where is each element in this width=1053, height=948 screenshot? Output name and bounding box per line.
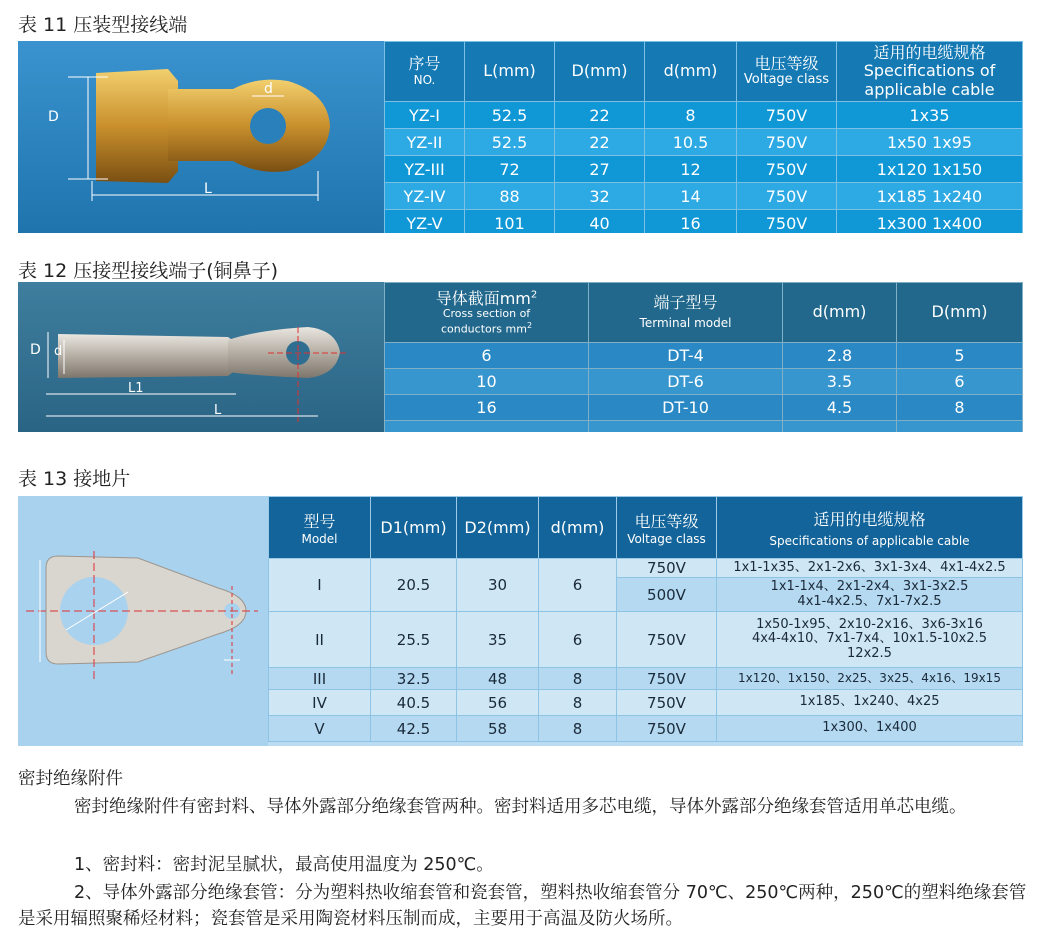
section-heading: 密封绝缘附件 [18,769,123,789]
table-13-title: 表 13 接地片 [18,468,131,490]
paragraph-sealant: 1、密封料：密封泥呈腻状，最高使用温度为 250℃。 [74,855,494,875]
paragraph-sleeve: 2、导体外露部分绝缘套管：分为塑料热收缩套管和瓷套管，塑料热收缩套管分 70℃、250℃两种，250℃的塑料绝缘套管是采用辐照聚稀烃材料；瓷套管是采用陶瓷材料压制而成，主要用于高温及防火场所。 [18,883,1027,929]
header-spec: 适用的电缆规格 Specifications of applicable cable [837,42,1023,102]
table-row: I 20.5 30 6 750V 1x1-1x35、2x1-2x6、3x1-3x4、4x1-4x2.5 [269,559,1023,578]
table-row: YZ-III 72 27 12 750V 1x120 1x150 [385,156,1023,183]
table-11-panel [18,41,1023,233]
header-D1: D1(mm) [371,497,457,559]
table-row: III 32.5 48 8 750V 1x120、1x150、2x25、3x25、4x16、19x15 [269,668,1023,690]
table-11 [384,41,1023,233]
header-D: D(mm) [897,283,1023,343]
header-d: d(mm) [783,283,897,343]
table-row: 500V 1x1-1x4、2x1-2x4、3x1-3x2.5 4x1-4x2.5、7x1-7x2.5 [269,578,1023,612]
grounding-lug-diagram [18,496,268,746]
table-12-panel [18,282,1023,432]
dimension-L-label: L [204,181,212,197]
dimension-d-label: d [264,81,273,97]
header-D: D(mm) [555,42,645,102]
header-L: L(mm) [465,42,555,102]
header-terminal-model: 端子型号 Terminal model [589,283,783,343]
table-row-clipped [385,421,1023,433]
header-cross-section: 导体截面$mm^2$ Cross section of conductors $mm^2$ [385,283,589,343]
table-row: 10 DT-6 3.5 6 [385,369,1023,395]
table-11-title: 表 11 压装型接线端 [18,14,188,36]
header-voltage: 电压等级 Voltage class [737,42,837,102]
compression-lug-photo [18,41,384,233]
header-no: 序号 NO. [385,42,465,102]
table-row: YZ-II 52.5 22 10.5 750V 1x50 1x95 [385,129,1023,156]
header-d: d(mm) [645,42,737,102]
header-D2: D2(mm) [457,497,539,559]
table-row: YZ-I 52.5 22 8 750V 1x35 [385,102,1023,129]
header-model: 型号 Model [269,497,371,559]
table-row: V 42.5 58 8 750V 1x300、1x400 [269,716,1023,742]
paragraph-intro: 密封绝缘附件有密封料、导体外露部分绝缘套管两种。密封料适用多芯电缆，导体外露部分绝缘套管适用单芯电缆。 [74,797,967,817]
header-voltage: 电压等级 Voltage class [617,497,717,559]
dimension-L-label: L [214,403,222,418]
table-12-title: 表 12 压接型接线端子(铜鼻子) [18,260,279,282]
table-row: 16 DT-10 4.5 8 [385,395,1023,421]
table-row: IV 40.5 56 8 750V 1x185、1x240、4x25 [269,690,1023,716]
table-row: 6 DT-4 2.8 5 [385,343,1023,369]
dimension-D-label: D [30,342,41,358]
table-13 [268,496,1023,742]
table-row: YZ-V 101 40 16 750V 1x300 1x400 [385,210,1023,234]
dimension-D-label: D [48,109,59,125]
table-12 [384,282,1023,432]
header-spec: 适用的电缆规格 Specifications of applicable cable [717,497,1023,559]
copper-lug-photo [18,282,384,432]
dimension-L1-label: L1 [128,381,144,396]
table-13-panel [18,496,1023,746]
dimension-d-label: d [54,344,63,359]
table-row: YZ-IV 88 32 14 750V 1x185 1x240 [385,183,1023,210]
header-d: d(mm) [539,497,617,559]
table-row: II 25.5 35 6 750V 1x50-1x95、2x10-2x16、3x6-3x16 4x4-4x10、7x1-7x4、10x1.5-10x2.5 12x2.5 [269,612,1023,668]
